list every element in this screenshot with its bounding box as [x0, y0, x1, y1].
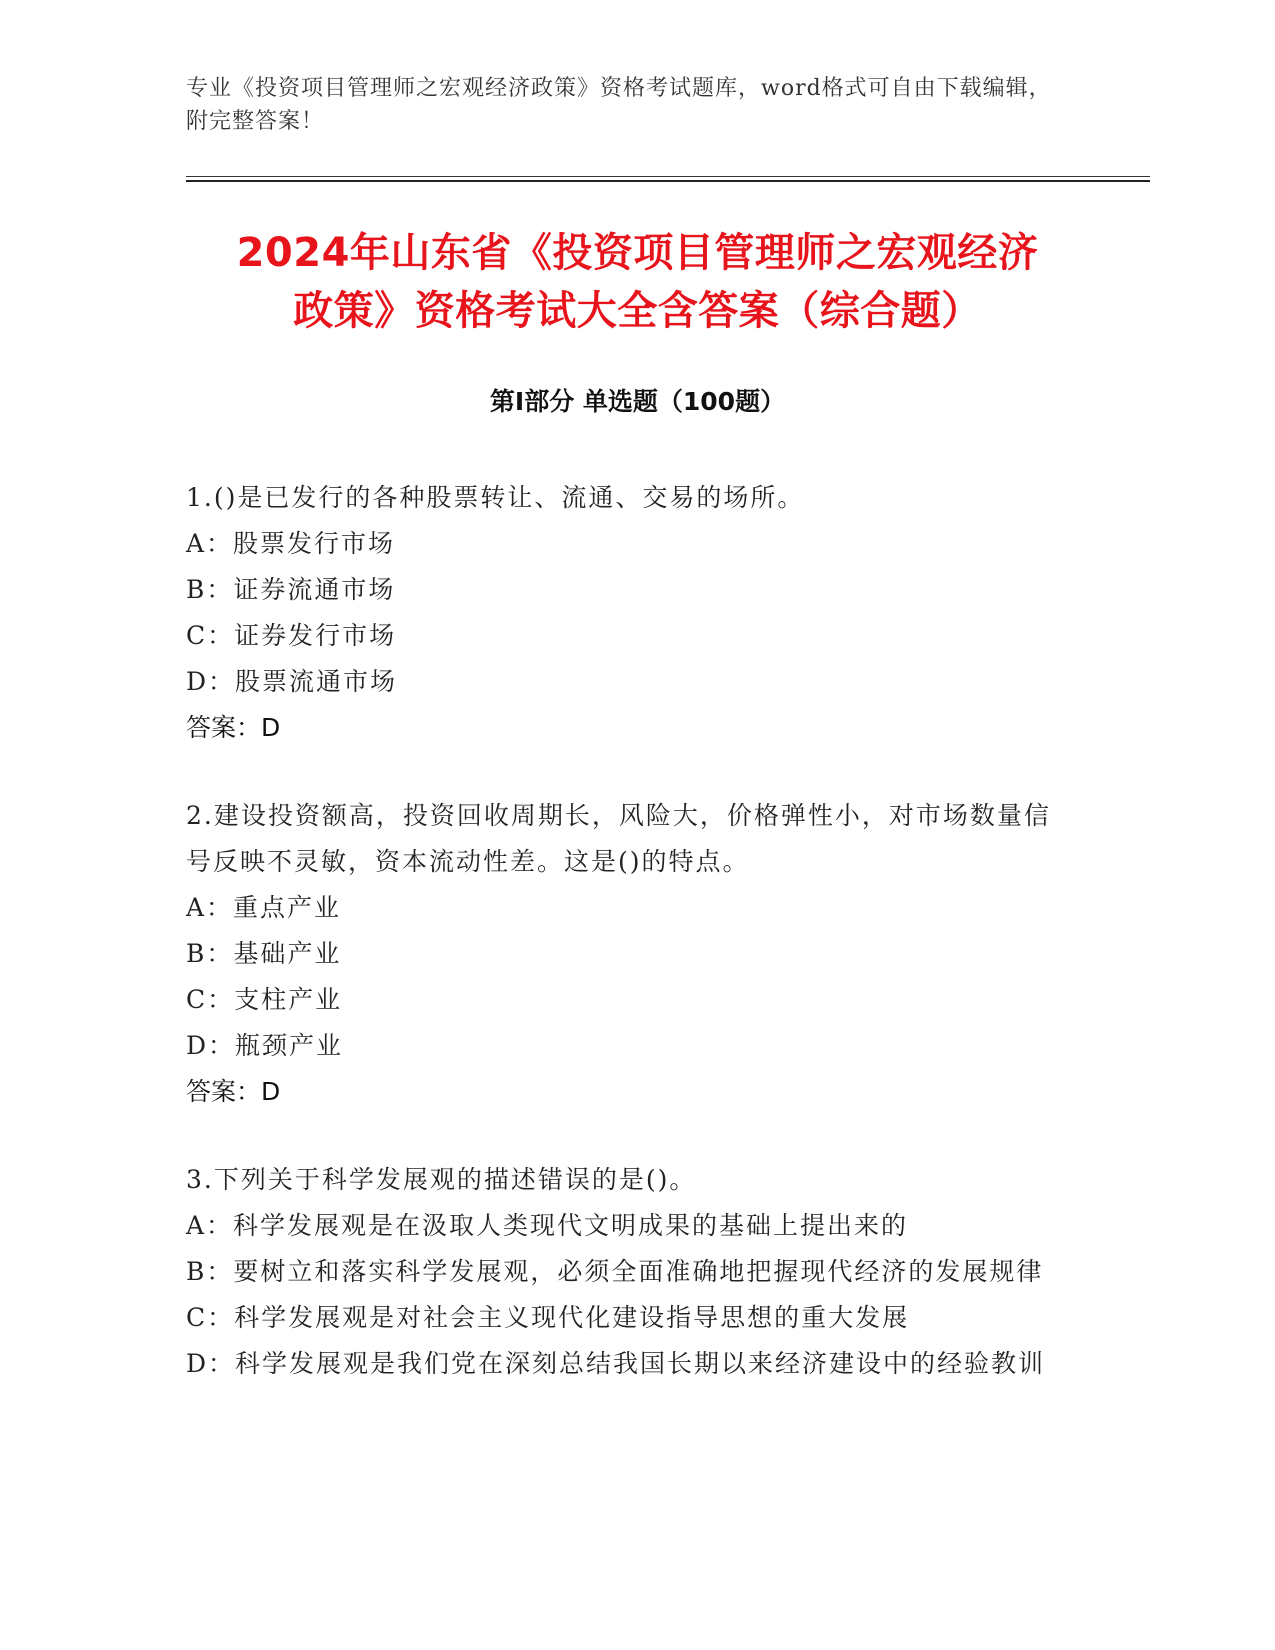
- answer-line: 答案：D: [186, 713, 281, 742]
- option-a: A：重点产业: [186, 893, 342, 922]
- question-1: [186, 475, 1066, 751]
- option-b: B：要树立和落实科学发展观，必须全面准确地把握现代经济的发展规律: [186, 1257, 1044, 1286]
- question-stem: 2.建设投资额高，投资回收周期长，风险大，价格弹性小，对市场数量信号反映不灵敏，资本流动性差。这是()的特点。: [186, 801, 1051, 876]
- document-title-line-2: 政策》资格考试大全含答案（综合题）: [293, 288, 982, 334]
- option-a: A：股票发行市场: [186, 529, 396, 558]
- option-c: C：科学发展观是对社会主义现代化建设指导思想的重大发展: [186, 1303, 910, 1332]
- header-note: 专业《投资项目管理师之宏观经济政策》资格考试题库，word格式可自由下载编辑，附完整答案！: [186, 76, 1052, 134]
- document-title: [150, 224, 1125, 340]
- option-b: B：基础产业: [186, 939, 342, 968]
- section-title: 第I部分 单选题（100题）: [489, 387, 786, 416]
- question-3: [186, 1157, 1066, 1387]
- question-list: [186, 475, 1066, 1429]
- header-divider-thin: [186, 176, 1150, 177]
- option-a: A：科学发展观是在汲取人类现代文明成果的基础上提出来的: [186, 1211, 909, 1240]
- option-c: C：支柱产业: [186, 985, 343, 1014]
- document-title-line-1: 2024年山东省《投资项目管理师之宏观经济: [236, 230, 1039, 276]
- header-divider-thick: [186, 180, 1150, 182]
- option-d: D：股票流通市场: [186, 667, 398, 696]
- option-d: D：科学发展观是我们党在深刻总结我国长期以来经济建设中的经验教训: [186, 1349, 1046, 1378]
- option-c: C：证券发行市场: [186, 621, 397, 650]
- option-b: B：证券流通市场: [186, 575, 396, 604]
- question-stem: 1.()是已发行的各种股票转让、流通、交易的场所。: [186, 483, 805, 512]
- question-stem: 3.下列关于科学发展观的描述错误的是()。: [186, 1165, 697, 1194]
- question-2: [186, 793, 1066, 1115]
- option-d: D：瓶颈产业: [186, 1031, 344, 1060]
- answer-line: 答案：D: [186, 1077, 281, 1106]
